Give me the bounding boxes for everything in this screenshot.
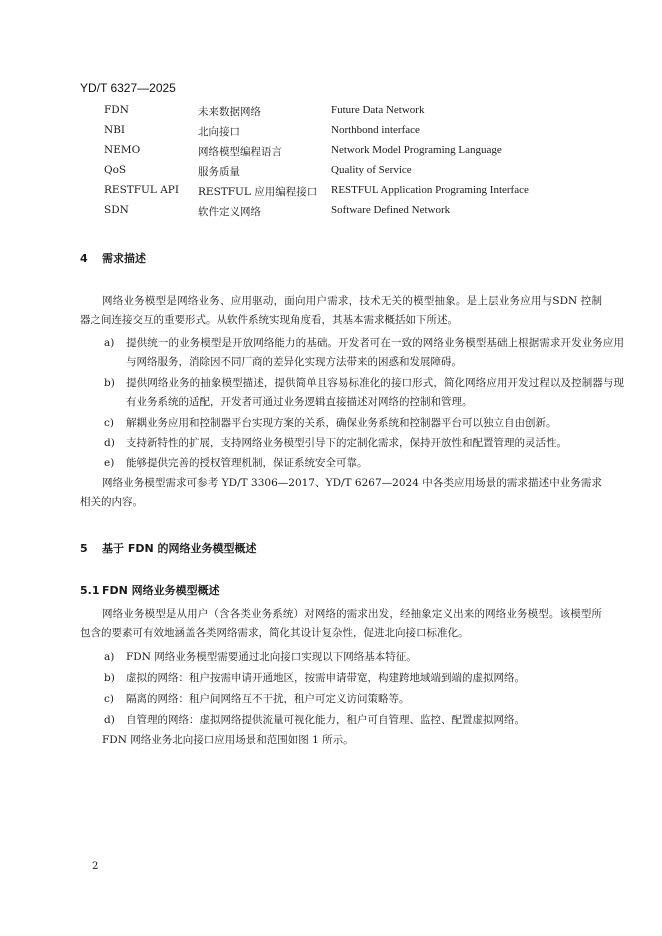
list-label: b) [104, 377, 115, 389]
chinese-term: 未来数据网络 [198, 106, 261, 118]
list-item [104, 414, 624, 433]
section-title: 需求描述 [102, 252, 146, 265]
english-term: Quality of Service [331, 164, 412, 176]
english-term: Network Model Programing Language [331, 144, 502, 156]
chinese-term: 软件定义网络 [198, 206, 261, 218]
list-item [104, 434, 624, 453]
list-label: b) [104, 672, 115, 684]
list-text: FDN 网络业务模型需要通过北向接口实现以下网络基本特征。 [126, 651, 417, 663]
chinese-term: 网络模型编程语言 [198, 146, 282, 158]
section-4-intro: 网络业务模型是网络业务、应用驱动，面向用户需求，技术无关的模型抽象。是上层业务应用与SDN 控制器之间连接交互的重要形式。从软件系统实现角度看，其基本需求概括如下所述。 [80, 295, 602, 326]
list-text: 支持新特性的扩展，支持网络业务模型引导下的定制化需求，保持开放性和配置管理的灵活性。 [126, 437, 567, 449]
section-number: 5 [80, 542, 88, 555]
list-text: 提供统一的业务模型是开放网络能力的基础。开发者可在一致的网络业务模型基础上根据需求开发业务应用与网络服务，消除因不同厂商的差异化实现方法带来的困惑和发展障碍。 [126, 337, 624, 368]
chinese-term: RESTFUL 应用编程接口 [198, 186, 318, 198]
section-5-1-heading [80, 582, 220, 598]
list-text: 解耦业务应用和控制器平台实现方案的关系，确保业务系统和控制器平台可以独立自由创新。 [126, 417, 557, 429]
list-label: c) [104, 693, 114, 705]
section-5-1-intro: 网络业务模型是从用户（含各类业务系统）对网络的需求出发，经抽象定义出来的网络业务模型。该模型所包含的要素可有效地涵盖各类网络需求，简化其设计复杂性，促进北向接口标准化。 [80, 608, 602, 639]
english-term: Northbond interface [331, 124, 420, 136]
list-item [104, 711, 624, 730]
page-number: 2 [92, 861, 99, 872]
list-item [104, 374, 624, 412]
chinese-term: 服务质量 [198, 166, 240, 178]
english-term: Future Data Network [331, 104, 425, 116]
section-number: 4 [80, 252, 88, 265]
section-4-heading [80, 250, 146, 266]
section-5-heading [80, 540, 257, 556]
list-item [104, 648, 624, 667]
section-5-1-outro: FDN 网络业务北向接口应用场景和范围如图 1 所示。 [102, 734, 354, 746]
document-id-header: YD/T 6327—2025 [80, 81, 176, 95]
abbreviation: SDN [104, 204, 129, 216]
list-label: a) [104, 337, 115, 349]
list-text: 能够提供完善的授权管理机制，保证系统安全可靠。 [126, 457, 368, 469]
section-title: 基于 FDN 的网络业务模型概述 [102, 542, 257, 555]
list-text: 自管理的网络：虚拟网络提供流量可视化能力，租户可自管理、监控、配置虚拟网络。 [126, 714, 525, 726]
list-label: c) [104, 417, 114, 429]
list-label: d) [104, 714, 115, 726]
list-label: e) [104, 457, 115, 469]
list-text: 提供网络业务的抽象模型描述，提供简单且容易标准化的接口形式，简化网络应用开发过程以及控制器与现有业务系统的适配，开发者可通过业务逻辑直接描述对网络的控制和管理。 [126, 377, 624, 408]
list-item [104, 690, 624, 709]
abbreviation: NBI [104, 124, 126, 136]
list-label: a) [104, 651, 115, 663]
list-text: 虚拟的网络：租户按需申请开通地区，按需申请带宽，构建跨地域端到端的虚拟网络。 [126, 672, 525, 684]
abbreviation: FDN [104, 104, 129, 116]
list-text: 隔离的网络：租户间网络互不干扰，租户可定义访问策略等。 [126, 693, 410, 705]
abbreviation: NEMO [104, 144, 141, 156]
list-item [104, 454, 624, 473]
english-term: RESTFUL Application Programing Interface [331, 184, 529, 196]
english-term: Software Defined Network [331, 204, 451, 216]
chinese-term: 北向接口 [198, 126, 240, 138]
abbreviation: RESTFUL API [104, 184, 180, 196]
section-title: FDN 网络业务模型概述 [102, 584, 220, 597]
list-item [104, 334, 624, 372]
section-number: 5.1 [80, 584, 100, 597]
section-4-outro: 网络业务模型需求可参考 YD/T 3306—2017、YD/T 6267—2024 中各类应用场景的需求描述中业务需求相关的内容。 [80, 477, 602, 508]
abbreviation: QoS [104, 164, 127, 176]
list-label: d) [104, 437, 115, 449]
list-item [104, 669, 624, 688]
